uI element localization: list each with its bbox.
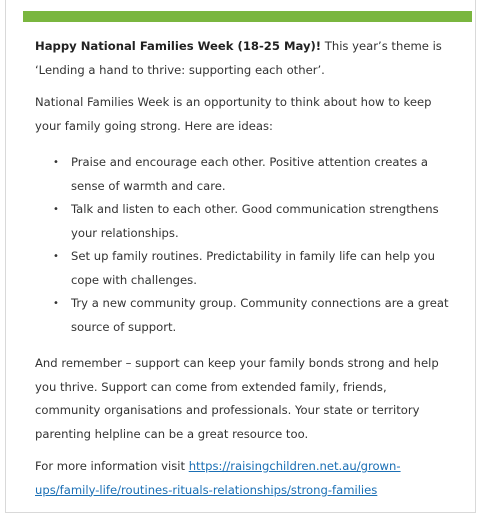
intro-heading: Happy National Families Week (18-25 May)! [35,39,322,53]
list-item [35,245,453,292]
idea-text: Set up family routines. Predictability in family life can help you cope with challenges. [71,249,435,287]
ideas-intro: National Families Week is an opportunity to think about how to keep your family going strong. Here are ideas: [35,95,432,133]
newsletter-content [35,35,453,502]
bullet-icon: • [53,204,59,215]
bullet-icon: • [53,251,59,262]
bullet-icon: • [53,298,59,309]
more-info-paragraph [35,455,453,502]
idea-text: Talk and listen to each other. Good communication strengthens your relationships. [71,202,439,240]
remember-paragraph: And remember – support can keep your family bonds strong and help you thrive. Support can come from extended family, friends, community organisations and professionals. Your state or territory parenting helpline can be a great resource too. [35,356,439,441]
strong-families-link[interactable]: https://raisingchildren.net.au/grown-ups/family-life/routines-rituals-relationships/strong-families [35,459,401,497]
intro-text: This year’s theme is ‘Lending a hand to thrive: supporting each other’. [35,39,442,77]
bullet-icon: • [53,157,59,168]
ideas-list [35,151,453,339]
list-item [35,151,453,198]
list-item [35,198,453,245]
idea-text: Praise and encourage each other. Positive attention creates a sense of warmth and care. [71,155,428,193]
accent-bar [23,11,472,22]
idea-text: Try a new community group. Community connections are a great source of support. [71,296,449,334]
list-item [35,292,453,339]
intro-paragraph [35,35,453,82]
more-info-prefix: For more information visit [35,459,189,473]
